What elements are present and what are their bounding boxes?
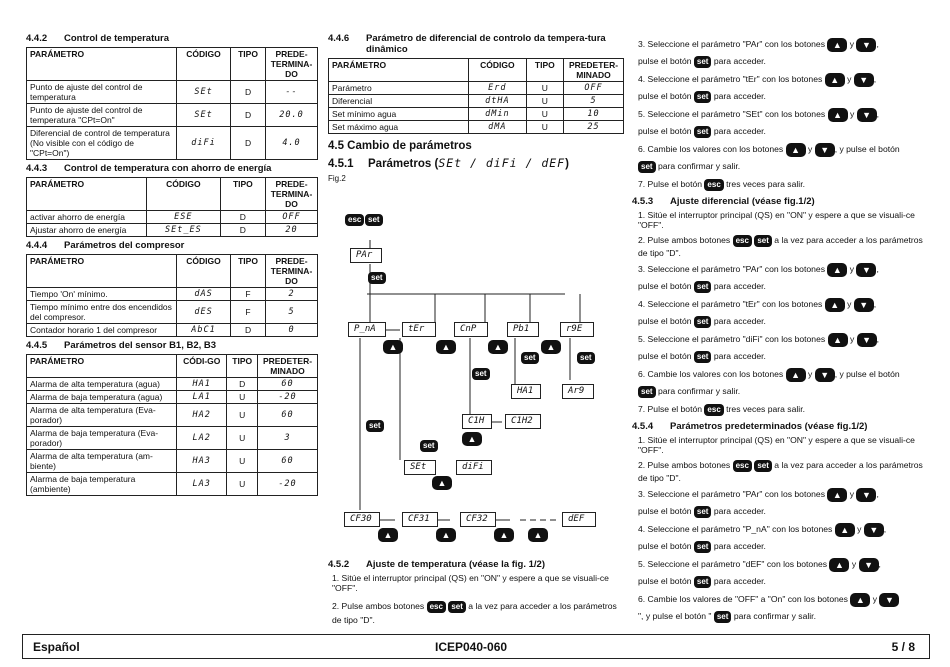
- down-arrow-icon: ▼: [857, 333, 877, 347]
- menu-node-c1h2: C1H2: [505, 414, 541, 429]
- section-title: 4.5 Cambio de parámetros: [328, 140, 472, 152]
- set-button[interactable]: set: [694, 351, 712, 363]
- menu-node-cf30: CF30: [344, 512, 380, 527]
- middle-column-bottom: [328, 556, 624, 627]
- up-arrow-icon: ▲: [494, 528, 514, 542]
- section-heading: 4.4.4 Parámetros del compresor: [26, 240, 185, 251]
- set-button[interactable]: set: [638, 161, 656, 173]
- menu-node-pb1: Pb1: [507, 322, 539, 337]
- set-button[interactable]: set: [694, 126, 712, 138]
- menu-node-cf31: CF31: [402, 512, 438, 527]
- section-heading: 4.5.4 Parámetros predeterminados (véase fig.1/2): [632, 421, 868, 432]
- set-button[interactable]: set: [694, 56, 712, 68]
- page-footer: [22, 634, 930, 659]
- section-heading: 4.5.2 Ajuste de temperatura (véase la fig. 1/2): [328, 559, 545, 570]
- set-button[interactable]: set: [754, 235, 772, 247]
- down-arrow-icon: ▼: [879, 593, 899, 607]
- table-compressor: PARÁMETRO CÓDIGO TIPO PREDE-TERMINA-DO Tiempo 'On' mínimo. dAS F 2 Tiempo mínimo entre dos encendidos del compresor. dES F 5 Contador horario 1 del compresor AbC1 D 0: [26, 254, 318, 337]
- table-temperature-control: PARÁMETRO CÓDIGO TIPO PREDE-TERMINA-DO Punto de ajuste del control de temperatura SEt D -- Punto de ajuste del control de temperatura "CPt=On" SEt D 20.0 Diferencial de control de temperatura (No visible con el código de "CPt=On") diFi D 4.0: [26, 47, 318, 160]
- step-text: 2. Pulse ambos botones esc set a la vez para acceder a los parámetros de tipo "D".: [638, 460, 923, 483]
- up-arrow-icon: ▲: [828, 108, 848, 122]
- menu-node-c1h: C1H: [462, 414, 492, 429]
- footer-language: Español: [33, 640, 80, 654]
- step-text: 7. Pulse el botón esc tres veces para salir.: [638, 404, 805, 414]
- step-text: 6. Cambie los valores con los botones ▲ y ▼ , y pulse el botón set para confirmar y salir.: [638, 369, 900, 396]
- menu-node-cf32: CF32: [460, 512, 496, 527]
- step-text: 4. Seleccione el parámetro "tEr" con los botones ▲ y ▼ , pulse el botón set para acceder.: [638, 74, 877, 101]
- middle-column: [328, 30, 624, 183]
- menu-node-r9e: r9E: [560, 322, 594, 337]
- step-text: 2. Pulse ambos botones esc set a la vez para acceder a los parámetros de tipo "D".: [332, 601, 617, 625]
- set-button[interactable]: set: [694, 91, 712, 103]
- up-arrow-icon: ▲: [432, 476, 452, 490]
- esc-button[interactable]: esc: [345, 214, 364, 226]
- menu-node-difi: diFi: [456, 460, 492, 475]
- set-button[interactable]: set: [714, 611, 732, 623]
- down-arrow-icon: ▼: [856, 488, 876, 502]
- set-button[interactable]: set: [365, 214, 383, 226]
- menu-node-par: PAr: [350, 248, 382, 263]
- set-icon: set: [472, 368, 490, 380]
- down-arrow-icon: ▼: [854, 73, 874, 87]
- set-icon: set: [577, 352, 595, 364]
- set-button[interactable]: set: [448, 601, 466, 613]
- down-arrow-icon: ▼: [856, 38, 876, 52]
- footer-model: ICEP040-060: [435, 640, 508, 654]
- up-arrow-icon: ▲: [378, 528, 398, 542]
- down-arrow-icon: ▼: [859, 558, 879, 572]
- up-arrow-icon: ▲: [436, 528, 456, 542]
- up-arrow-icon: ▲: [829, 558, 849, 572]
- set-icon: set: [366, 420, 384, 432]
- step-text: 1. Sitúe el interruptor principal (QS) en "ON" y espere a que se visuali-ce "OFF".: [638, 210, 915, 230]
- step-text: 4. Seleccione el parámetro "tEr" con los botones ▲ y ▼ , pulse el botón set para acceder.: [638, 299, 877, 326]
- esc-button[interactable]: esc: [704, 179, 723, 191]
- set-icon: set: [420, 440, 438, 452]
- up-arrow-icon: ▲: [828, 333, 848, 347]
- up-arrow-icon: ▲: [827, 488, 847, 502]
- table-dynamic-differential: PARÁMETRO CÓDIGO TIPO PREDETER-MINADO Parámetro Erd U OFF Diferencial dtHA U 5 Set mínimo agua dMin U 10 Set máximo agua dMA U 25: [328, 58, 624, 134]
- figure-caption: Fig.2: [328, 174, 346, 183]
- up-arrow-icon: ▲: [786, 143, 806, 157]
- up-arrow-icon: ▲: [528, 528, 548, 542]
- step-text: 5. Seleccione el parámetro "dEF" con los botones ▲ y ▼ , pulse el botón set para acceder.: [638, 559, 881, 586]
- step-text: 3. Seleccione el parámetro "PAr" con los botones ▲ y ▼ , pulse el botón set para acceder.: [638, 39, 879, 66]
- up-arrow-icon: ▲: [835, 523, 855, 537]
- down-arrow-icon: ▼: [854, 298, 874, 312]
- step-text: 7. Pulse el botón esc tres veces para salir.: [638, 179, 805, 189]
- down-arrow-icon: ▼: [864, 523, 884, 537]
- down-arrow-icon: ▼: [857, 108, 877, 122]
- step-text: 3. Seleccione el parámetro "PAr" con los botones ▲ y ▼ , pulse el botón set para acceder.: [638, 264, 879, 291]
- esc-button[interactable]: esc: [733, 235, 752, 247]
- set-icon: set: [521, 352, 539, 364]
- down-arrow-icon: ▼: [815, 368, 835, 382]
- section-heading: 4.4.3 Control de temperatura con ahorro de energía: [26, 163, 272, 174]
- set-button[interactable]: set: [694, 541, 712, 553]
- set-button[interactable]: set: [754, 460, 772, 472]
- set-button[interactable]: set: [694, 316, 712, 328]
- set-icon: set: [368, 272, 386, 284]
- up-arrow-icon: ▲: [541, 340, 561, 354]
- set-button[interactable]: set: [694, 576, 712, 588]
- up-arrow-icon: ▲: [488, 340, 508, 354]
- footer-page-number: 5 / 8: [891, 640, 915, 654]
- menu-node-ha1: HA1: [511, 384, 541, 399]
- step-text: 3. Seleccione el parámetro "PAr" con los botones ▲ y ▼ , pulse el botón set para acceder.: [638, 489, 879, 516]
- up-arrow-icon: ▲: [825, 73, 845, 87]
- up-arrow-icon: ▲: [827, 38, 847, 52]
- section-heading: 4.5.3 Ajuste diferencial (véase fig.1/2): [632, 196, 815, 207]
- up-arrow-icon: ▲: [825, 298, 845, 312]
- esc-button[interactable]: esc: [427, 601, 446, 613]
- up-arrow-icon: ▲: [436, 340, 456, 354]
- right-column: [632, 36, 932, 626]
- down-arrow-icon: ▼: [856, 263, 876, 277]
- step-text: 1. Sitúe el interruptor principal (QS) en "ON" y espere a que se visuali-ce "OFF".: [332, 573, 609, 593]
- up-arrow-icon: ▲: [786, 368, 806, 382]
- menu-node-set: SEt: [404, 460, 436, 475]
- set-button[interactable]: set: [694, 281, 712, 293]
- esc-button[interactable]: esc: [733, 460, 752, 472]
- up-arrow-icon: ▲: [462, 432, 482, 446]
- up-arrow-icon: ▲: [383, 340, 403, 354]
- set-button[interactable]: set: [638, 386, 656, 398]
- step-text: 5. Seleccione el parámetro "diFi" con los botones ▲ y ▼ , pulse el botón set para acceder.: [638, 334, 880, 361]
- step-text: 4. Seleccione el parámetro "P_nA" con los botones ▲ y ▼ , pulse el botón set para acceder.: [638, 524, 887, 551]
- section-heading: 4.5.1 Parámetros (SEt / diFi / dEF): [328, 156, 569, 170]
- step-text: 5. Seleccione el parámetro "SEt" con los botones ▲ y ▼ , pulse el botón set para acceder.: [638, 109, 880, 136]
- menu-node-def: dEF: [562, 512, 596, 527]
- esc-button[interactable]: esc: [704, 404, 723, 416]
- step-text: 6. Cambie los valores con los botones ▲ y ▼ , y pulse el botón set para confirmar y salir.: [638, 144, 900, 171]
- menu-node-ar9: Ar9: [562, 384, 594, 399]
- up-arrow-icon: ▲: [850, 593, 870, 607]
- section-heading: 4.4.6 Parámetro de diferencial de controlo da tempera-tura dinâmico: [328, 33, 606, 55]
- section-heading: 4.4.5 Parámetros del sensor B1, B2, B3: [26, 340, 217, 351]
- down-arrow-icon: ▼: [815, 143, 835, 157]
- step-text: 2. Pulse ambos botones esc set a la vez para acceder a los parámetros de tipo "D".: [638, 235, 923, 258]
- up-arrow-icon: ▲: [827, 263, 847, 277]
- table-energy-saving: PARÁMETRO CÓDIGO TIPO PREDE-TERMINA-DO activar ahorro de energía ESE D OFF Ajustar ahorro de energía SEt_ES D 20: [26, 177, 318, 237]
- menu-node-ter: tEr: [402, 322, 436, 337]
- set-button[interactable]: set: [694, 506, 712, 518]
- table-sensors: PARÁMETRO CÓDI-GO TIPO PREDETER-MINADO Alarma de alta temperatura (agua) HA1 D 60 Alarma de baja temperatura (agua) LA1 U -20 Alarma de alta temperatura (Eva-porador) HA2 U 60 Alarma de baja temperatura (Eva-porador) LA2 U 3 Alarma de alta temperatura (am-biente) HA3 U 60 Alarma de baja temperatura (ambiente) LA3 U -20: [26, 354, 318, 496]
- menu-node-pna: P_nA: [348, 322, 386, 337]
- left-column: [26, 30, 318, 496]
- step-text: 6. Cambie los valores de "OFF" a "On" con los botones ▲ y ▼ ", y pulse el botón " set para confirmar y salir.: [638, 591, 932, 625]
- menu-node-cnp: CnP: [454, 322, 488, 337]
- section-heading: 4.4.2 Control de temperatura: [26, 33, 170, 44]
- step-text: 1. Sitúe el interruptor principal (QS) en "ON" y espere a que se visuali-ce "OFF".: [638, 435, 915, 455]
